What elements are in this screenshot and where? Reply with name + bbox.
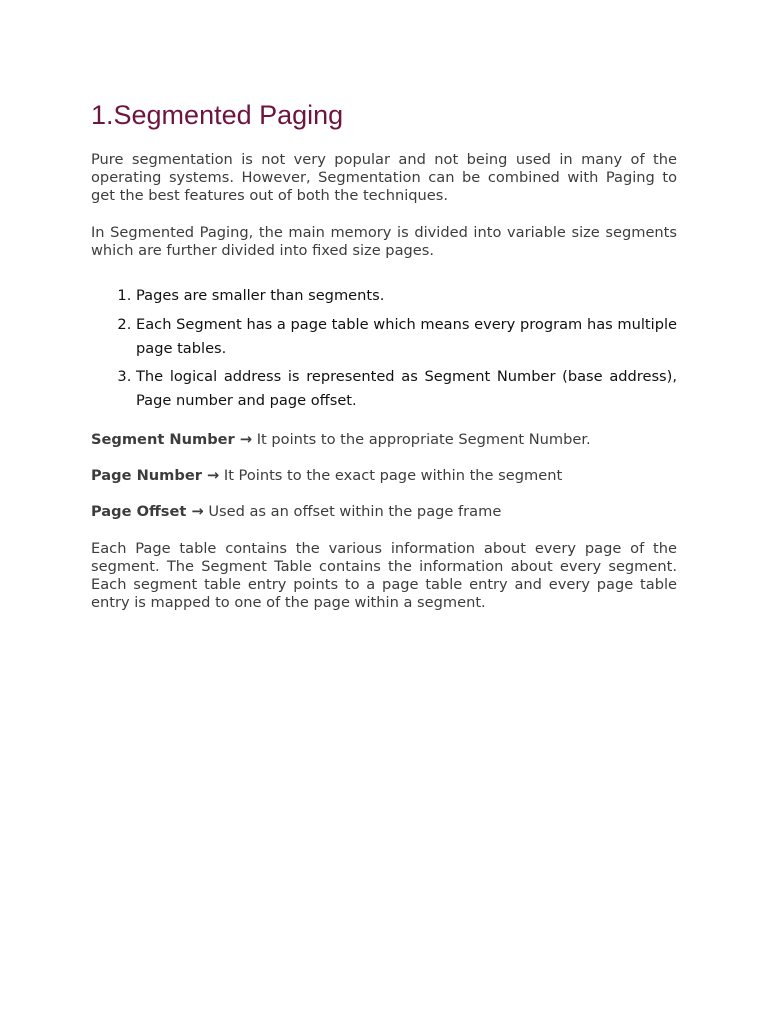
features-list — [91, 284, 677, 413]
term-description: It Points to the exact page within the segment — [219, 467, 563, 485]
intro-paragraph: Pure segmentation is not very popular and not being used in many of the operating systems. However, Segmentation can be combined with Paging to get the best features out of both the techniques. — [91, 151, 677, 205]
list-item: 3. The logical address is represented as Segment Number (base address), Page number and page offset. — [136, 365, 677, 413]
segment-number-definition — [91, 431, 677, 449]
document-page — [91, 97, 677, 630]
term-description: Used as an offset within the page frame — [203, 503, 502, 521]
segmented-paging-paragraph: In Segmented Paging, the main memory is divided into variable size segments which are further divided into fixed size pages. — [91, 223, 677, 259]
term-label: Page Offset → — [91, 503, 204, 521]
page-number-definition — [91, 467, 677, 485]
term-label: Segment Number → — [91, 431, 253, 449]
term-description: It points to the appropriate Segment Number. — [252, 431, 591, 449]
closing-paragraph: Each Page table contains the various information about every page of the segment. The Segment Table contains the information about every segment. Each segment table entry points to a page table entry and every page table entry is mapped to one of the page within a segment. — [91, 539, 677, 612]
page-title: 1.Segmented Paging — [91, 100, 344, 130]
list-item: 2. Each Segment has a page table which means every program has multiple page tables. — [136, 313, 677, 361]
page-offset-definition — [91, 503, 677, 521]
term-label: Page Number → — [91, 467, 220, 485]
list-item: 1. Pages are smaller than segments. — [136, 284, 677, 308]
